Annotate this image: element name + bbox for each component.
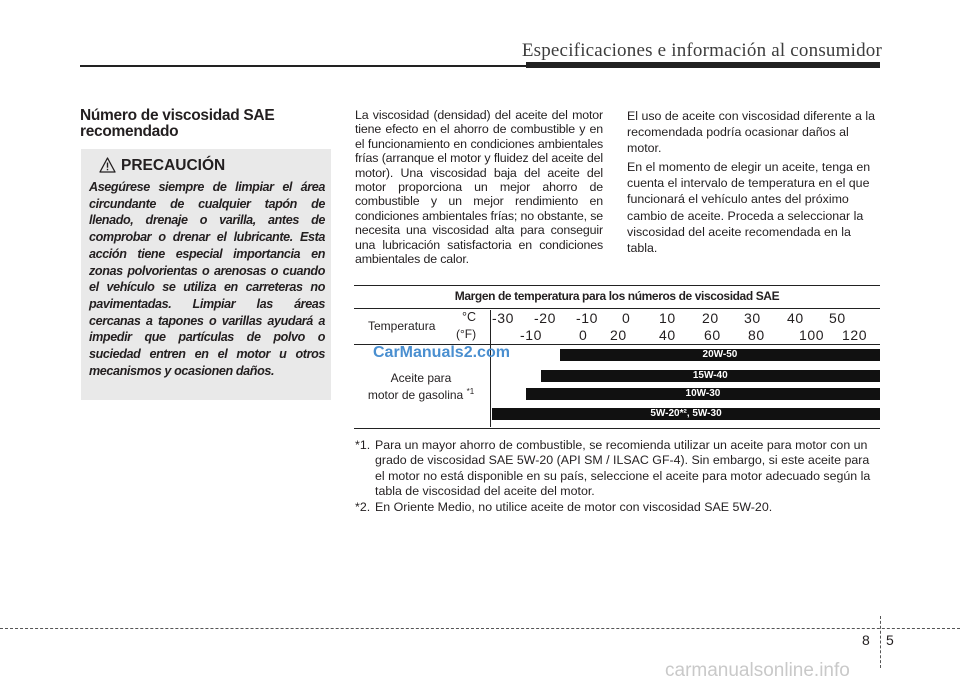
page-number: 5 [886, 632, 894, 648]
caution-body: Asegúrese siempre de limpiar el área circundante de cualquier tapón de llenado, drenaje o varilla, antes de comprobar o drenar el lubricante. Esta acción tiene especial importancia en zonas polvorientas o arenosas o cuando el vehículo se utiliza en carreteras no pavimentadas. Limpiar las áreas cercanas a tapones o varillas ayudará a impedir que partículas de polvo o suciedad entren en el motor u otros mecanismos y ocasionen daños. [89, 180, 325, 378]
celsius-tick: 0 [622, 310, 631, 326]
celsius-tick: 50 [829, 310, 846, 326]
footnote-number: *1. [355, 438, 371, 452]
footnote-number: *2. [355, 499, 371, 514]
footnote-1 [355, 438, 881, 500]
fahrenheit-tick: 0 [579, 327, 588, 343]
section-number: 8 [862, 632, 870, 648]
advice-paragraph-2: En el momento de elegir un aceite, tenga en cuenta el intervalo de temperatura en el que funcionará el vehículo antes del próximo cambio de aceite. Proceda a seleccionar la viscosidad del aceite recomendada en la tabla. [627, 160, 871, 255]
celsius-tick: -30 [492, 310, 515, 326]
fahrenheit-tick: 40 [659, 327, 676, 343]
footnote-marker: *1 [466, 387, 475, 396]
viscosity-bar: 5W-20*², 5W-30 [492, 408, 880, 420]
celsius-tick: -20 [534, 310, 557, 326]
fahrenheit-tick: 60 [704, 327, 721, 343]
section-heading-line2: recomendado [80, 123, 179, 140]
engine-oil-label-line1: Aceite para [390, 371, 452, 385]
viscosity-bar: 20W-50 [560, 349, 880, 361]
celsius-tick: 20 [702, 310, 719, 326]
header-band [526, 62, 880, 68]
caution-box [81, 149, 331, 400]
engine-oil-label-line2: motor de gasolina [367, 388, 464, 402]
viscosity-bar: 10W-30 [526, 388, 880, 400]
viscosity-intro-text: La viscosidad (densidad) del aceite del motor tiene efecto en el ahorro de combustible y en el funcionamiento en condiciones ambientales frías (arranque el motor y fluidez del aceite del motor). Una viscosidad baja del aceite del motor proporciona un mejor ahorro de combustible y un mejor rendimiento en condiciones ambientales frías; no obstante, se necesita una viscosidad alta para conseguir una lubricación satisfactoria en condiciones ambientales de calor. [355, 108, 603, 267]
fahrenheit-unit: (°F) [456, 327, 477, 341]
advice-paragraph-1: El uso de aceite con viscosidad diferente a la recomendada podría ocasionar daños al motor. [627, 109, 875, 156]
warning-triangle-icon [99, 157, 116, 173]
fahrenheit-tick: -10 [520, 327, 543, 343]
temperature-label: Temperatura [368, 319, 436, 333]
section-heading [80, 108, 330, 140]
fahrenheit-tick: 80 [748, 327, 765, 343]
celsius-tick: -10 [576, 310, 599, 326]
footnote-text: En Oriente Medio, no utilice aceite de motor con viscosidad SAE 5W-20. [375, 499, 773, 514]
table-title: Margen de temperatura para los números de viscosidad SAE [454, 289, 780, 303]
source-watermark: carmanualsonline.info [665, 660, 850, 681]
fahrenheit-tick: 20 [610, 327, 627, 343]
celsius-tick: 30 [744, 310, 761, 326]
footnote-2 [355, 500, 881, 515]
footer-rule [0, 628, 960, 629]
footer-divider [880, 616, 881, 668]
engine-oil-label [354, 371, 488, 402]
viscosity-bar: 15W-40 [541, 370, 881, 382]
page-header-title: Especificaciones e información al consumidor [521, 40, 882, 61]
section-heading-line1: Número de viscosidad SAE [80, 107, 275, 124]
table-title-rule [354, 308, 880, 309]
caution-title: PRECAUCIÓN [121, 157, 226, 174]
celsius-tick: 10 [659, 310, 676, 326]
celsius-tick: 40 [787, 310, 804, 326]
fahrenheit-tick: 120 [842, 327, 868, 343]
footnotes [355, 438, 881, 515]
table-column-divider [490, 310, 491, 427]
viscosity-advice [627, 108, 880, 259]
fahrenheit-tick: 100 [799, 327, 825, 343]
footnote-text: Para un mayor ahorro de combustible, se recomienda utilizar un aceite para motor con un grado de viscosidad SAE 5W-20 (API SM / ILSAC GF-4). Sin embargo, si este aceite para el motor no está disponible en su país, seleccione el aceite para motor adecuado según la tabla de viscosidad del aceite del motor. [375, 438, 871, 499]
celsius-unit: °C [462, 310, 477, 324]
watermark: CarManuals2.com [373, 344, 510, 361]
